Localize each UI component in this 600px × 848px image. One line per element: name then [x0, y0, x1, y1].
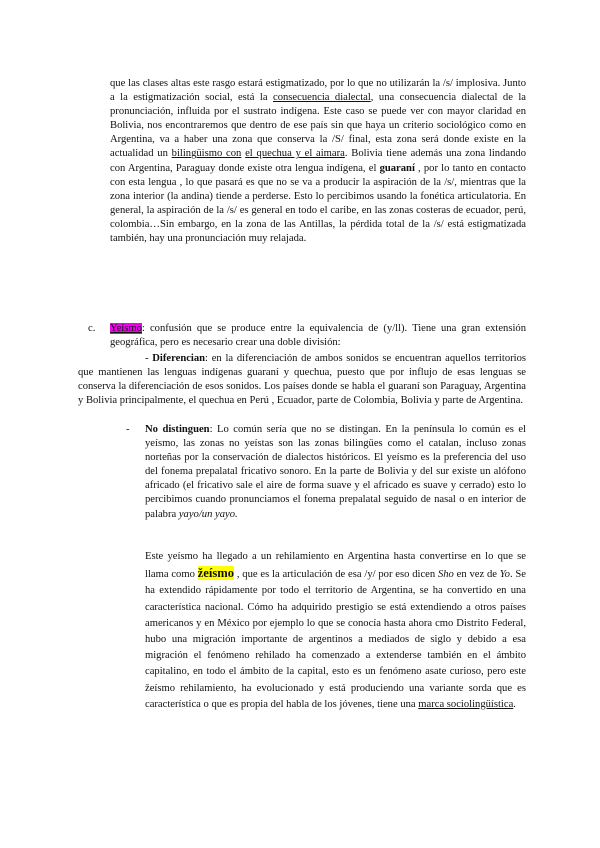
diferencian-paragraph — [78, 352, 526, 408]
text-fragment: : en la diferenciación de ambos sonidos se encuentran aquellos territorios que mantienen las lenguas indígenas guaraní y quechua, puesto que por influjo de esas lenguas se conserva la diferenciación de esos sonidos. Los países donde se habla el guaraní son Paraguay, Argentina y Bolivia principalmente, el quechua en Perú , Ecuador, parte de Colombia, Bolivia y parte de Argentina. — [78, 353, 527, 407]
term-marca-sociolinguistica: marca sociolingüística — [418, 698, 514, 710]
text-line: consecuencia dialectal de la pronunciación, influida por el sustrato indígena. Este caso — [110, 92, 526, 118]
term-bilinguismo: bilingüismo con — [171, 148, 242, 160]
text-fragment: , por lo tanto en contacto con — [110, 162, 526, 188]
list-marker-c: c. — [88, 323, 96, 334]
text-fragment: : confusión que se produce entre la equivalencia de (y/ll). Tiene una gran — [141, 323, 481, 334]
text-line: muy relajada. — [248, 233, 307, 245]
text-line: esta lengua , lo que pasará es que no se va a producir la aspiración de la /s/, mientras — [128, 176, 497, 188]
no-distinguen-paragraph — [145, 423, 526, 522]
example-sho: Sho — [437, 569, 454, 581]
term-quechua-aimara: el quechua y el aimara — [245, 148, 345, 160]
term-yeismo: Yeísmo — [110, 323, 142, 334]
text-line: que la zona interior (la andina) tiende a perderse. Esto lo percibimos usando la — [110, 176, 526, 202]
example-yo: Yo — [499, 569, 510, 581]
text-fragment: , una — [370, 92, 395, 104]
term-guarani: guaraní — [379, 162, 415, 174]
text-line: Antillas, la pérdida total de la /s/ está estigmatizada también, hay una pronunciación — [110, 218, 527, 245]
text-fragment: en vez de — [453, 569, 500, 581]
term-diferencian: Diferencian — [152, 353, 206, 364]
text-line: implosiva. Junto a la estigmatización social, está la — [110, 78, 527, 104]
text-fragment: . Bolivia tiene además una zona lindando con Argentina, — [110, 148, 526, 174]
term-consecuencia-dialectal: consecuencia dialectal — [273, 92, 371, 104]
text-fragment: . Se ha extendido rápidamente por todo el territorio de Argentina, se ha convertido en una característica nacional. Cómo ha adquirido prestigio se está extendiendo a otros países americanos y en México por ejemplo lo que se conocía hasta ahora cmo Distrito Federal, hubo una migración importante de argentinos a mediados de siglo y debido a esa migración el fenómeno rehilado ha comenzado a extenderse también en el ámbito capitalino, en todo el ámbito de la capital, esto es un fenómeno asate curioso, pero este žeísmo rehilamiento, ha evolucionado y está produciendo una variante sorda que es característica o que es propia del habla de los jóvenes, tiene una — [145, 569, 527, 710]
text-line: sin que haya un criterio sociológico como en Argentina, va a haber una zona que — [110, 120, 526, 146]
term-no-distinguen: No distinguen — [145, 424, 210, 435]
text-fragment: . — [513, 698, 516, 710]
bullet-dash: - — [126, 424, 130, 435]
text-line: Paraguay donde existe otra lengua indígena, el — [175, 162, 380, 174]
yeismo-definition — [110, 322, 526, 350]
text-line: que las clases altas este rasgo estará estigmatizado, por lo que no utilizarán la /s/ — [110, 78, 453, 89]
term-zeismo: žeísmo — [197, 566, 235, 581]
text-line: conserva la /S/ final, esta zona será donde existe en la actualidad un — [110, 134, 526, 160]
text-fragment: : Lo común sería que no se distingan. En la península lo común es el yeísmo, las zonas no yeístas son las zonas bilingües como el catalan, incluso zonas norteñas por la conservación de dialectos históricos. El yeísmo es la preferencia del uso del fonema prepalatal fricativo sonoro. En la parte de Bolivia y del sur existe un alófono africado (el fricativo sale el aire de forma suave y el africado es suave y cerrado) esto lo percibimos cuando pronunciamos el fonema prepalatal seguido de nasal o en interior de palabra — [145, 424, 526, 520]
text-line: en las zonas costeras de ecuador, perú, colombia…Sin embargo, en la zona de las — [110, 204, 526, 230]
example-yayo: yayo/un yayo. — [178, 508, 238, 520]
text-fragment: Este yeísmo ha llegado a un rehilamiento en Argentina hasta convertirse en lo que se llama como — [145, 551, 526, 581]
paragraph-s-aspiration — [110, 77, 526, 246]
text-fragment: , que es la articulación de esa /y/ por eso dicen — [234, 569, 438, 581]
text-line: extensión geográfica, pero es necesario crear una doble división: — [110, 323, 527, 349]
text-line: fonética articulatoria. En general, la aspiración de la /s/ es general en todo el caribe, — [110, 190, 526, 216]
zeismo-paragraph — [145, 549, 526, 713]
text-line: se puede ver con mayor claridad en Bolivia, nos encontraremos que dentro de ese país — [110, 106, 526, 132]
bullet-dash: - — [145, 353, 153, 364]
